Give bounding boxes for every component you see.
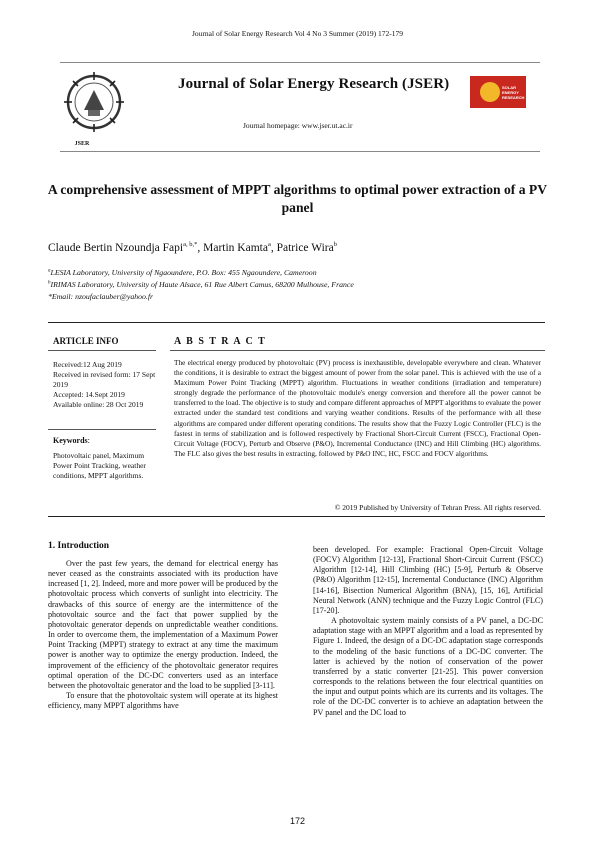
paragraph: A photovoltaic system mainly consists of a PV panel, a DC-DC adaptation stage with an MPPT algorithm and a load as represented by Figure 1. Indeed, the design of a DC-DC adaptation stage corresponds to the modeling of the basic functions of a DC-DC converter. The latter is achieved by the notion of conservation of the power transferred by a static converter [21-25]. This power conversion corresponds to the relations between the four electrical quantities on the input and output points which are its currents and its voltages. The role of the DC-DC converter is to achieve an adaptation between the PV panel and the DC load to	[313, 616, 543, 717]
keywords-list: Photovoltaic panel, Maximum Power Point Tracking, weather conditions, MPPT algorithms.	[53, 451, 146, 481]
front-matter-rule	[48, 322, 545, 323]
keywords-heading-text: Keywords	[53, 436, 88, 445]
date-revised: Received in revised form: 17 Sept 2019	[53, 370, 156, 389]
article-dates	[53, 360, 163, 410]
email-text: *Email: nzoufaclauber@yahoo.fr	[48, 292, 154, 301]
author-list	[48, 241, 337, 254]
journal-title: Journal of Solar Energy Research (JSER)	[178, 76, 450, 92]
page-number: 172	[289, 816, 306, 826]
header-top-rule	[60, 62, 540, 63]
abstract-heading: A B S T R A C T	[174, 336, 267, 347]
body-column-left	[48, 559, 278, 711]
affiliation-text: LESIA Laboratory, University of Ngaoundere, P.O. Box: 455 Ngaoundere, Cameroon	[50, 268, 317, 277]
logo-label: JSER	[74, 141, 90, 147]
author-sep: ,	[197, 241, 204, 254]
paragraph: To ensure that the photovoltaic system will operate at its highest efficiency, many MPPT algorithms have	[48, 691, 278, 711]
paragraph: Over the past few years, the demand for electrical energy has never ceased as the constraints associated with its production have increased [1, 2]. Indeed, more and more power will be produced by the photovoltaic process which converts of sunlight into electricity. The drawbacks of this source of energy are the intermittence of the photovoltaic source and the fact that power supplied by the photovoltaic generator depends on unpredictable weather conditions. In order to overcome them, the implementation of a Maximum Power Point Tracking (MPPT) strategy to extract at any time the maximum power is another way to optimize the energy production. Indeed, the improvement of the efficiency of the photovoltaic generator requires optimal operation of the DC-DC converters used as an interface between the photovoltaic generator and the load to be supplied [3-11].	[48, 559, 278, 690]
introduction-heading: 1. Introduction	[48, 541, 110, 551]
abstract-bottom-rule	[48, 516, 545, 517]
date-online: Available online: 28 Oct 2019	[53, 400, 144, 409]
affiliation-sup: a	[48, 268, 51, 274]
corresponding-email	[48, 292, 153, 301]
abstract-rule	[170, 350, 545, 351]
header-bottom-rule	[60, 151, 540, 152]
author-name: Claude Bertin Nzoundja Fapi	[48, 241, 184, 254]
author-name: Martin Kamta	[203, 241, 268, 254]
keywords-heading: Keywords:	[53, 436, 90, 445]
affiliation-sup: b	[48, 280, 51, 286]
running-header: Journal of Solar Energy Research Vol 4 No 3 Summer (2019) 172-179	[191, 29, 403, 38]
copyright-notice: © 2019 Published by University of Tehran Press. All rights reserved.	[334, 503, 541, 512]
author-sep: ,	[270, 241, 277, 254]
affiliation	[48, 268, 317, 277]
author-sup: b	[333, 241, 337, 248]
paragraph: been developed. For example: Fractional Open-Circuit Voltage (FOCV) Algorithm [12-13], Fractional Short-Circuit Current (FSCC) Algorithm [12-14], Hill Climbing (HC) [5-9], Perturb & Observe (P&O) Algorithm [12-15], Incremental Conductance (INC) Algorithm [14-16], Bisection Numerical Algorithm (BNA), [15, 16], Artificial Neural Network (ANN) technique and the Fuzzy Logic Control (FLC) [17-20].	[313, 545, 543, 615]
abstract-text: The electrical energy produced by photovoltaic (PV) process is inexhaustible, developable everywhere and clean. Whatever the conditions, it is desirable to extract the biggest amount of power from the solar panel. This is achieved with the use of a Maximum Power Point Tracking (MPPT) algorithm. Fluctuations in weather conditions (irradiation and temperature) strongly degrade the performance of the photovoltaic module's energy conversion and therefore all the power cannot be transferred to the load. The objective is to study and compare different approaches of MPPT algorithms to evaluate the power extracted under the standard test conditions and varying weather conditions. Results of the performance with all these algorithms are compared under different operating conditions. The results show that the Fuzzy Logic Controller (FLC) is the fastest in terms of stabilization and is followed respectively by Fractional Short-Circuit Current (FSCC), Fractional Open-Circuit Voltage (FOCV), Perturb and Observe (P&O), Incremental Conductance (INC) and Hill Climbing (HC) algorithms. The FLC also gives the best results in extracting, followed by P&O INC, HC, FSCC and FOCV algorithms.	[174, 358, 541, 458]
cover-text: SOLAR ENERGY RESEARCH	[502, 85, 525, 100]
author-sup: a, b,*	[183, 241, 198, 248]
article-info-heading: ARTICLE INFO	[53, 336, 119, 346]
author-name: Patrice Wira	[276, 241, 334, 254]
university-logo	[62, 70, 126, 146]
affiliation	[48, 280, 354, 289]
affiliation-text: IRIMAS Laboratory, University of Haute Alsace, 61 Rue Albert Camus, 68200 Mulhouse, France	[50, 280, 354, 289]
paper-title: A comprehensive assessment of MPPT algorithms to optimal power extraction of a PV panel	[47, 182, 548, 215]
sun-graphic	[480, 82, 500, 102]
journal-homepage: Journal homepage: www.jser.ut.ac.ir	[243, 121, 353, 130]
body-column-right	[313, 545, 543, 718]
journal-cover-thumbnail	[470, 76, 526, 108]
author-sup: a	[267, 241, 271, 248]
article-info-rule	[48, 350, 156, 351]
date-accepted: Accepted: 14.Sept 2019	[53, 390, 125, 399]
date-received: Received:12 Aug 2019	[53, 360, 122, 369]
keywords-rule	[48, 429, 156, 430]
